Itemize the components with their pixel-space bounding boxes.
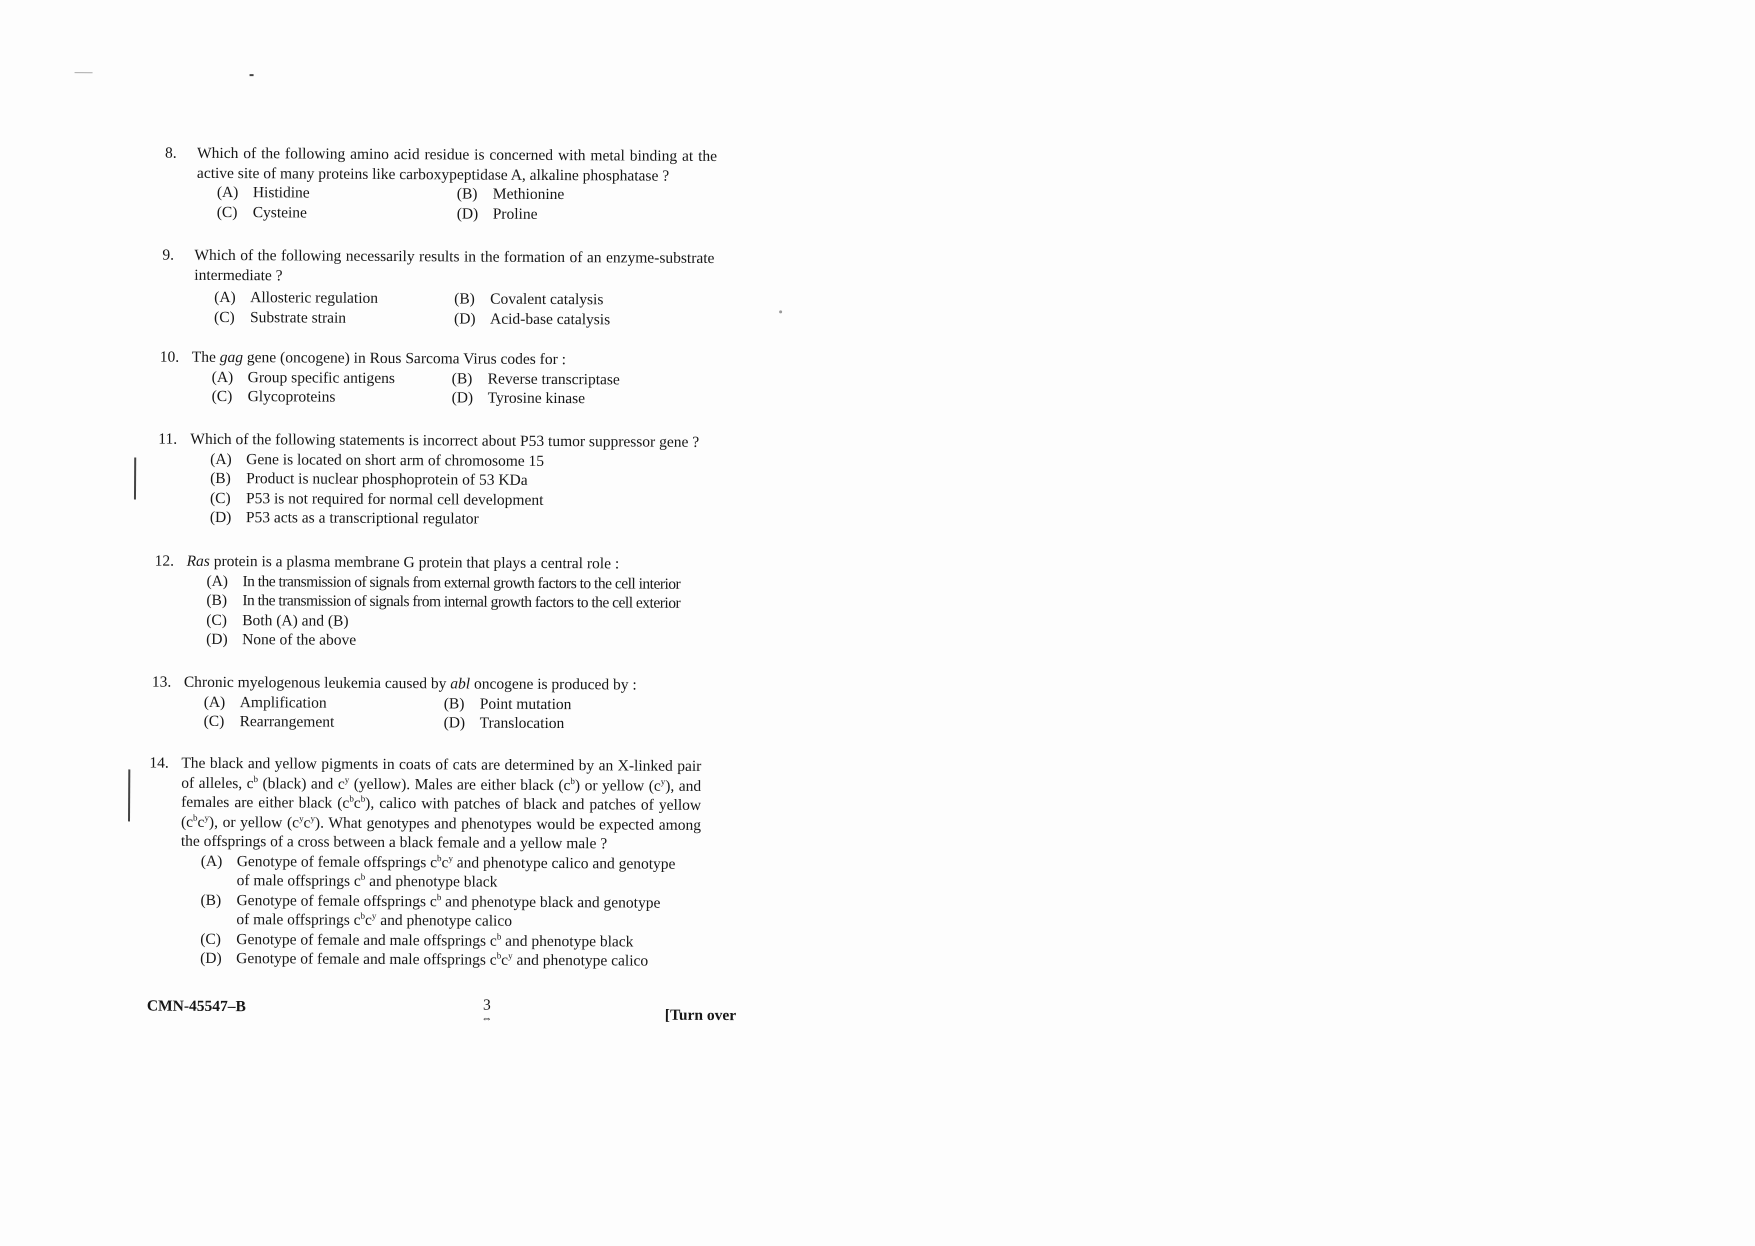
stem-text: protein is a plasma membrane G protein that plays a central role : — [209, 552, 620, 573]
option-text-part: and phenotype black — [365, 872, 498, 891]
stem-text: ), or yellow (c — [208, 813, 300, 831]
option-text-part: Genotype of female and male offsprings c — [236, 930, 497, 950]
option-text: Methionine — [492, 185, 565, 204]
option-label: (C) — [209, 489, 231, 507]
stem-text: gene (oncogene) in Rous Sarcoma Virus codes for : — [243, 349, 567, 369]
gene-name: gag — [219, 348, 244, 367]
option-text-part: and phenotype calico — [512, 951, 649, 970]
option-label: (D) — [200, 949, 222, 968]
options-list — [200, 851, 701, 971]
question-number: 11. — [158, 430, 178, 448]
option-text: Proline — [492, 205, 538, 223]
option-a — [201, 851, 701, 893]
option-text: Gene is located on short arm of chromosome 15 — [246, 450, 545, 470]
allele-superscript: y — [660, 776, 666, 787]
options-list — [210, 449, 710, 530]
option-label: (B) — [206, 591, 228, 610]
option-label: (A) — [210, 450, 232, 468]
allele-superscript: b — [193, 812, 198, 823]
option-label: (A) — [206, 572, 229, 590]
option-d — [210, 508, 710, 531]
options-grid — [212, 367, 712, 409]
option-a — [214, 288, 454, 309]
option-label: (B) — [454, 290, 475, 308]
option-text: Point mutation — [479, 695, 572, 713]
option-label: (C) — [216, 203, 238, 221]
gene-name: abl — [450, 675, 471, 693]
option-b — [454, 289, 694, 310]
allele-superscript: b — [349, 793, 354, 804]
option-a — [217, 183, 457, 204]
option-label: (C) — [214, 308, 235, 326]
option-text-part: c — [441, 853, 449, 871]
option-label: (A) — [211, 368, 234, 386]
option-label: (A) — [200, 852, 223, 870]
allele-superscript: b — [253, 773, 259, 784]
page-number-text: 3 — [482, 996, 491, 1014]
option-b — [452, 369, 692, 390]
option-label: (A) — [203, 693, 226, 711]
option-text: P53 is not required for normal cell development — [245, 489, 544, 509]
option-text: None of the above — [242, 631, 357, 649]
option-a — [204, 692, 444, 713]
option-text-part: and phenotype black and genotype of male offsprings c — [236, 892, 661, 929]
stem-text: (yellow). Males are either black (c — [349, 775, 571, 794]
option-text: Amplification — [239, 693, 327, 712]
option-text: In the transmission of signals from internal growth factors to the cell exterior — [242, 592, 681, 612]
allele-superscript: y — [204, 812, 209, 823]
stem-text: c — [353, 794, 361, 812]
page-number-mark-icon: ⇔ — [481, 1012, 493, 1025]
question-stem: Which of the following amino acid residue is concerned with metal binding at the active site of many proteins like carboxypeptidase A, alkaline phosphatase ? — [196, 144, 718, 185]
option-text: Substrate strain — [250, 308, 347, 327]
option-label: (D) — [454, 309, 476, 328]
options-list — [206, 571, 706, 652]
allele-superscript: y — [448, 852, 454, 863]
option-text: Tyrosine kinase — [487, 389, 586, 408]
option-label: (B) — [451, 369, 473, 388]
option-text: Translocation — [479, 714, 565, 733]
allele-superscript: b — [360, 910, 366, 921]
question-number: 10. — [159, 348, 180, 366]
allele-superscript: b — [360, 871, 366, 882]
option-text-part: Genotype of female offsprings c — [236, 891, 437, 910]
stem-text: ), calico with patches of black and patches of yellow (c — [180, 794, 702, 831]
stem-text: The — [191, 348, 220, 366]
option-c — [214, 307, 454, 328]
option-text — [237, 852, 677, 894]
options-grid — [214, 288, 714, 330]
paper-code: CMN-45547–B — [146, 997, 246, 1016]
option-label: (B) — [210, 469, 231, 488]
option-label: (C) — [203, 712, 225, 731]
stem-text: ). What genotypes and phenotypes would be expected among the offsprings of a cross between a black female and a yellow male ? — [180, 814, 702, 853]
allele-superscript: b — [570, 775, 575, 786]
allele-superscript: y — [310, 812, 316, 823]
stem-text: (black) and c — [257, 774, 345, 793]
allele-superscript: y — [299, 812, 304, 823]
question-stem — [181, 754, 702, 855]
options-grid — [217, 183, 717, 225]
question-number: 13. — [151, 673, 172, 691]
question-8 — [165, 144, 718, 225]
question-stem: Which of the following necessarily results in the formation of an enzyme-substrate intermediate ? — [194, 246, 715, 284]
stem-text: c — [197, 813, 205, 831]
page-number — [479, 996, 495, 1025]
option-text: Covalent catalysis — [490, 290, 604, 309]
gene-name: Ras — [186, 552, 210, 570]
option-text: Product is nuclear phosphoprotein of 53 KDa — [246, 470, 528, 489]
option-label: (A) — [216, 183, 239, 202]
option-text-part: and phenotype black — [501, 932, 634, 951]
option-c — [217, 202, 457, 223]
margin-bar-mark — [128, 769, 130, 821]
options-grid — [204, 692, 704, 734]
option-b — [444, 694, 684, 715]
option-text: Histidine — [252, 184, 310, 202]
stem-text: oncogene is produced by : — [470, 675, 637, 694]
allele-superscript: b — [436, 891, 442, 902]
allele-superscript: y — [371, 910, 377, 921]
question-13 — [151, 673, 704, 735]
allele-superscript: y — [344, 774, 350, 785]
option-label: (D) — [206, 630, 228, 649]
option-text: Cysteine — [252, 203, 308, 222]
question-number: 9. — [162, 246, 175, 264]
stem-text: The black and yellow pigments in coats of cats are determined by an X-linked pair of alleles, c — [181, 754, 702, 792]
question-10 — [159, 348, 712, 410]
option-label: (D) — [209, 508, 232, 527]
option-text: Rearrangement — [239, 713, 335, 731]
option-c — [212, 387, 452, 408]
option-label: (A) — [214, 288, 236, 307]
option-label: (C) — [211, 387, 233, 406]
option-d — [452, 388, 692, 409]
option-text-part: c — [364, 911, 372, 929]
stem-text: c — [303, 814, 311, 832]
option-a — [212, 367, 452, 388]
question-number: 8. — [165, 144, 177, 162]
option-label: (C) — [206, 611, 227, 629]
option-text: Glycoproteins — [247, 388, 336, 406]
option-d — [457, 204, 697, 225]
stem-text: ) or yellow (c — [574, 776, 661, 795]
scan-dash-mark — [75, 72, 93, 73]
option-b — [457, 184, 697, 205]
question-11 — [158, 430, 711, 531]
option-text: Allosteric regulation — [250, 289, 379, 307]
option-d — [206, 630, 706, 653]
option-label: (C) — [200, 930, 222, 948]
allele-superscript: b — [360, 793, 366, 804]
question-stem: Which of the following statements is incorrect about P53 tumor suppressor gene ? — [190, 430, 700, 451]
question-number: 14. — [149, 754, 169, 772]
margin-bar-mark — [134, 457, 136, 499]
option-b — [200, 890, 700, 932]
question-12 — [154, 552, 707, 653]
option-text: Group specific antigens — [247, 368, 395, 387]
option-text — [236, 930, 676, 952]
option-label: (B) — [443, 694, 465, 712]
turn-over-label: [Turn over — [664, 1006, 737, 1025]
option-label: (B) — [456, 185, 478, 203]
option-label: (D) — [443, 714, 466, 732]
option-text: Acid-base catalysis — [490, 310, 611, 328]
question-number: 12. — [154, 552, 175, 570]
option-text-part: Genotype of female and male offsprings c — [236, 950, 497, 969]
option-d — [444, 713, 684, 734]
question-14 — [149, 754, 702, 972]
option-d — [200, 949, 700, 972]
allele-superscript: b — [496, 931, 502, 942]
option-text-part: and phenotype calico — [376, 911, 513, 930]
allele-superscript: b — [496, 950, 502, 961]
option-label: (B) — [200, 891, 222, 909]
option-text — [236, 949, 676, 971]
scan-dash-mark — [250, 74, 254, 76]
option-text — [236, 891, 676, 933]
option-text-part: and phenotype calico and genotype of male offsprings c — [236, 853, 676, 890]
option-d — [454, 309, 694, 330]
question-9 — [162, 246, 715, 330]
allele-superscript: b — [437, 852, 442, 863]
option-text-part: c — [501, 951, 509, 969]
stem-text: Chronic myelogenous leukemia caused by — [183, 673, 451, 693]
stem-text: ), and females are either black (c — [181, 777, 702, 812]
option-text-part: Genotype of female offsprings c — [236, 852, 438, 871]
option-label: (D) — [451, 389, 474, 407]
option-text: Both (A) and (B) — [242, 611, 349, 630]
scan-speck — [779, 310, 782, 313]
option-label: (D) — [456, 204, 479, 223]
option-text: Reverse transcriptase — [487, 370, 620, 388]
option-c — [204, 712, 444, 733]
allele-superscript: y — [508, 950, 513, 961]
option-text: In the transmission of signals from external growth factors to the cell interior — [242, 572, 681, 593]
option-text: P53 acts as a transcriptional regulator — [245, 509, 479, 528]
